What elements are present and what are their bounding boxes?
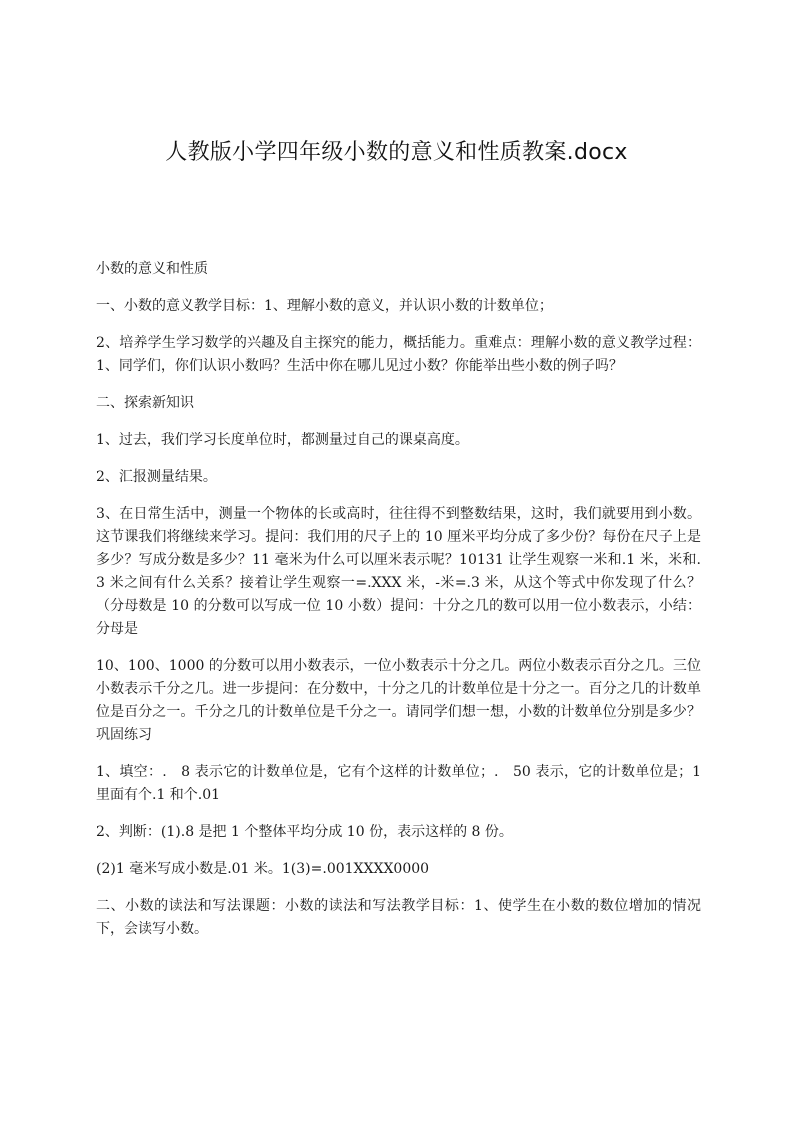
paragraph-heading: 小数的意义和性质	[96, 261, 208, 277]
paragraph-reading-writing: 二、小数的读法和写法课题：小数的读法和写法教学目标：1、使学生在小数的数位增加的情况下，会读写小数。	[96, 898, 701, 937]
document-body	[96, 258, 701, 955]
paragraph-step-2: 2、汇报测量结果。	[96, 469, 217, 485]
paragraph-goals-process: 2、培养学生学习数学的兴趣及自主探究的能力，概括能力。重难点：理解小数的意义教学过程：1、同学们，你们认识小数吗？生活中你在哪儿见过小数？你能举出些小数的例子吗？	[96, 335, 701, 374]
paragraph-fill-blank: 1、填空：. 8 表示它的计数单位是，它有个这样的计数单位；. 50 表示，它的计数单位是；1 里面有个.1 和个.01	[96, 764, 701, 803]
paragraph-section-explore: 二、探索新知识	[96, 395, 194, 411]
paragraph-judge-2: (2)1 毫米写成小数是.01 米。1(3)=.001XXXX0000	[96, 861, 430, 877]
paragraph-objectives: 一、小数的意义教学目标：1、理解小数的意义，并认识小数的计数单位；	[96, 298, 553, 314]
paragraph-fractions: 10、100、1000 的分数可以用小数表示，一位小数表示十分之几。两位小数表示百分之几。三位小数表示千分之几。进一步提问：在分数中，十分之几的计数单位是十分之一。百分之几的计数单位是百分之一。千分之几的计数单位是千分之一。请同学们想一想，小数的计数单位分别是多少？巩固练习	[96, 658, 701, 743]
paragraph-step-3: 3、在日常生活中，测量一个物体的长或高时，往往得不到整数结果，这时，我们就要用到小数。这节课我们将继续来学习。提问：我们用的尺子上的 10 厘米平均分成了多少份？每份在尺子上是多少？写成分数是多少？11 毫米为什么可以厘米表示呢？10131 让学生观察一米和.1 米，米和.3 米之间有什么关系？接着让学生观察一=.XXX 米，-米=.3 米，从这个等式中你发现了什么？（分母数是 10 的分数可以写成一位 10 小数）提问：十分之几的数可以用一位小数表示，小结：分母是	[96, 506, 701, 637]
paragraph-step-1: 1、过去，我们学习长度单位时，都测量过自己的课桌高度。	[96, 432, 469, 448]
document-title: 人教版小学四年级小数的意义和性质教案.docx	[165, 140, 628, 165]
paragraph-judge-1: 2、判断：(1).8 是把 1 个整体平均分成 10 份，表示这样的 8 份。	[96, 824, 513, 840]
